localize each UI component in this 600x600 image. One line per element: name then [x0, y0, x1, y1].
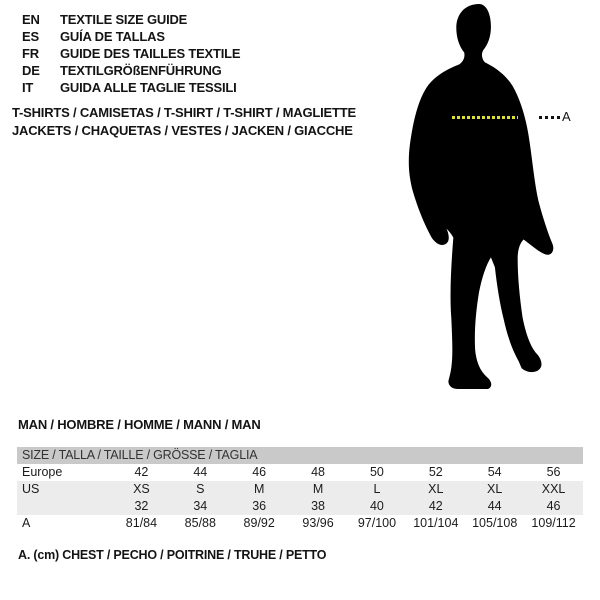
- man-silhouette-path: [409, 4, 554, 389]
- language-label: TEXTILGRÖßENFÜHRUNG: [60, 63, 222, 78]
- language-list: [22, 11, 240, 96]
- language-label: TEXTILE SIZE GUIDE: [60, 12, 188, 27]
- size-cell: M: [312, 482, 324, 496]
- size-table-header: SIZE / TALLA / TAILLE / GRÖSSE / TAGLIA: [17, 447, 583, 464]
- size-cell: M: [253, 482, 265, 496]
- size-cell: 42: [428, 499, 443, 513]
- language-code: ES: [22, 29, 39, 44]
- language-label: GUIDA ALLE TAGLIE TESSILI: [60, 80, 237, 95]
- size-cell: 46: [252, 465, 267, 479]
- size-cell: 105/108: [472, 516, 518, 530]
- language-row-it: [22, 79, 240, 96]
- size-cell: 85/88: [184, 516, 216, 530]
- size-table: [17, 447, 583, 532]
- size-cell: 109/112: [531, 516, 576, 530]
- size-cell: 36: [252, 499, 267, 513]
- size-table-body: [17, 464, 583, 532]
- size-cell: XS: [133, 482, 150, 496]
- chest-measure-dash-outer: [539, 116, 560, 119]
- size-cell: XL: [487, 482, 503, 496]
- language-row-fr: [22, 45, 240, 62]
- table-row: [17, 498, 583, 515]
- size-cell: 56: [546, 465, 561, 479]
- language-label: GUIDE DES TAILLES TEXTILE: [60, 46, 241, 61]
- size-cell: 42: [134, 465, 149, 479]
- row-label: US: [22, 482, 40, 496]
- size-cell: 52: [428, 465, 443, 479]
- chest-measure-dash-inner: [452, 116, 518, 119]
- language-row-en: [22, 11, 240, 28]
- size-cell: 48: [311, 465, 326, 479]
- table-row: [17, 464, 583, 481]
- row-label: [17, 498, 112, 515]
- table-row: [17, 481, 583, 498]
- row-label: Europe: [22, 465, 63, 479]
- size-cell: 101/104: [413, 516, 459, 530]
- size-cell: 44: [193, 465, 208, 479]
- size-cell: S: [196, 482, 205, 496]
- size-cell: 38: [311, 499, 326, 513]
- measure-label-a: A: [562, 109, 571, 124]
- size-cell: 93/96: [302, 516, 334, 530]
- size-cell: 40: [369, 499, 384, 513]
- size-cell: 97/100: [357, 516, 397, 530]
- man-silhouette-icon: [405, 4, 565, 390]
- size-cell: 34: [193, 499, 208, 513]
- size-cell: 89/92: [243, 516, 275, 530]
- measurement-footnote: A. (cm) CHEST / PECHO / POITRINE / TRUHE / PETTO: [18, 548, 327, 562]
- size-cell: 54: [487, 465, 502, 479]
- category-tshirts: T-SHIRTS / CAMISETAS / T-SHIRT / T-SHIRT / MAGLIETTE: [12, 105, 356, 120]
- table-row: [17, 515, 583, 532]
- size-cell: 46: [546, 499, 561, 513]
- size-cell: 81/84: [125, 516, 158, 530]
- size-cell: L: [373, 482, 381, 496]
- language-row-de: [22, 62, 240, 79]
- row-label: A: [22, 516, 31, 530]
- language-code: DE: [22, 63, 40, 78]
- language-code: IT: [22, 80, 34, 95]
- language-code: EN: [22, 12, 40, 27]
- size-cell: 32: [134, 499, 149, 513]
- language-row-es: [22, 28, 240, 45]
- language-label: GUÍA DE TALLAS: [60, 29, 165, 44]
- category-jackets: JACKETS / CHAQUETAS / VESTES / JACKEN / GIACCHE: [12, 123, 353, 138]
- size-cell: XL: [428, 482, 444, 496]
- category-lines: [12, 104, 356, 140]
- section-title-man: MAN / HOMBRE / HOMME / MANN / MAN: [18, 417, 261, 432]
- language-code: FR: [22, 46, 39, 61]
- size-cell: 44: [487, 499, 502, 513]
- size-cell: XXL: [541, 482, 566, 496]
- size-cell: 50: [369, 465, 384, 479]
